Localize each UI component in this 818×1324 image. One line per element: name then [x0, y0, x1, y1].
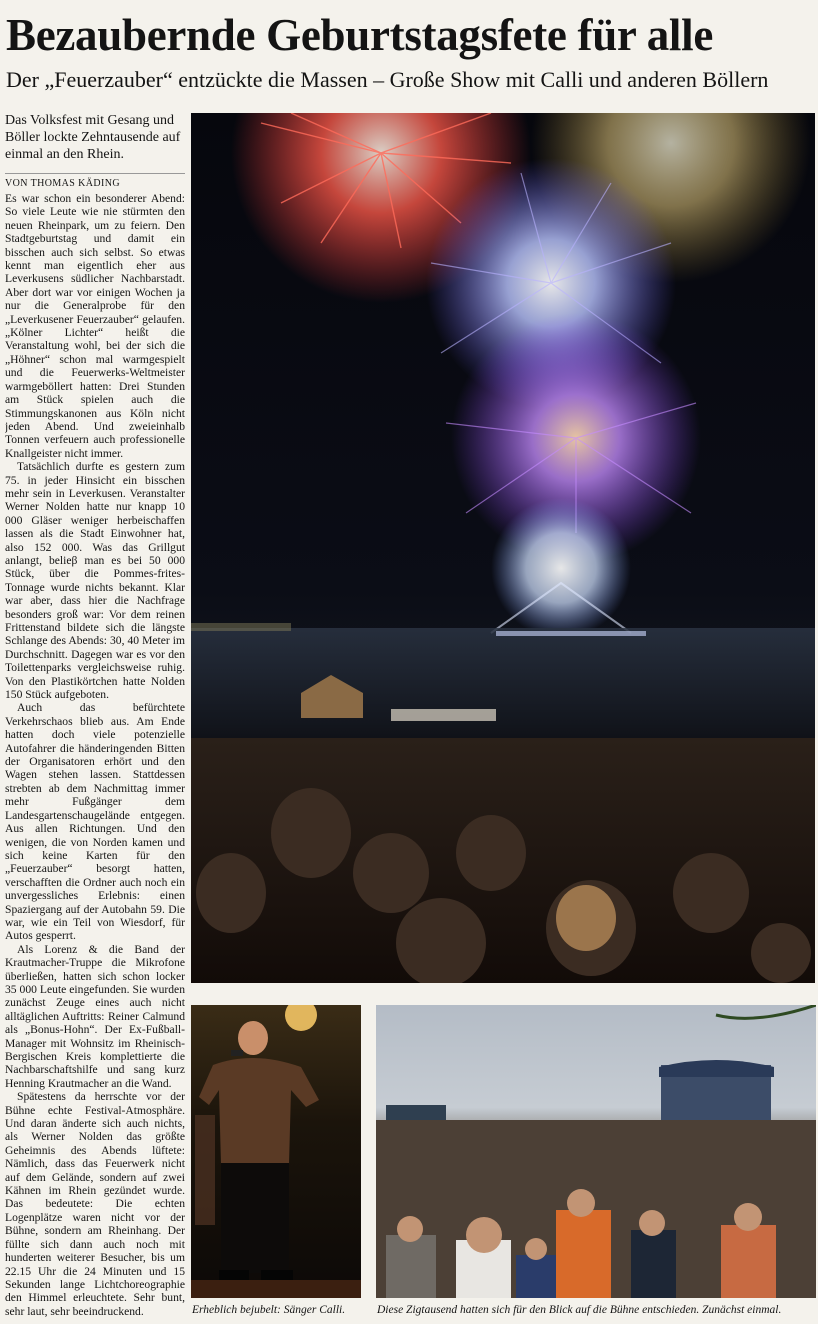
paragraph-1: Es war schon ein besonderer Abend: So viele Leute wie nie stürmten den neuen Rheinpark, um zu feiern. Den Stadtgeburtstag und damit ein bisschen auch sich selbst. So etwas kennt man eigentlich eher aus Leverkusens südlicher Nachbarstadt. Aber dort war vor einigen Wochen ja nur die Generalprobe für den „Leverkusener Feuerzauber“ gelaufen. „Kölner Lichter“ heißt die Veranstaltung wohl, bei der sich die „Höhner“ schon mal warmgespielt und die Feuerwerks-Weltmeister warmgeböllert hatten: Drei Stunden am Stück spielen auch die Stimmungskanonen aus Köln nicht jeden Abend. Und zweieinhalb Tonnen verfeuern auch professionelle Knallgeister nicht immer.: [5, 192, 185, 460]
fireworks-illustration: [191, 113, 815, 983]
lead-text: Das Volksfest mit Gesang und Böller lockte Zehntausende auf einmal an den Rhein.: [5, 113, 181, 162]
stage-floor: [191, 1280, 361, 1298]
fireworks-photo: [191, 113, 815, 983]
paragraph-5: Spätestens da herrschte vor der Bühne echte Festival-Atmosphäre. Und daran änderte sich auch nichts, als Werner Nolden das größte Geheimnis des Abends lüftete: Nämlich, dass das Feuerwerk nicht auf dem Gelände, sondern auf zwei Kähnen im Rhein gezündet wurde. Das bedeutete: Die echten Logenplätze waren nicht vor der Bühne, sondern am Rheinhang. Der füllte sich dann auch noch mit hunderten weiterer Besucher, bis um 22.15 Uhr die 24 Minuten und 15 Sekunden lange Lichtchoreographie den Himmel erleuchtete. Sehr bunt, sehr laut, sehr beeindruckend.: [5, 1090, 185, 1318]
shoe-right: [261, 1270, 293, 1280]
singer-shirt: [199, 1058, 319, 1165]
stage-roof: [659, 1060, 774, 1077]
singer-head: [238, 1021, 268, 1055]
singer-caption: Erheblich bejubelt: Sänger Calli.: [192, 1304, 346, 1316]
blonde-head: [556, 885, 616, 951]
paragraph-3: Auch das befürchtete Verkehrschaos blieb aus. Am Ende hatten doch viele potenzielle Autofahrer die händeringenden Bitten der Organisatoren erhört und den Wagen stehen lassen. Stattdessen strebten ab dem Nachmittag immer mehr Fußgänger dem Landesgartenschaugelände entgegen. Aus allen Richtungen. Und den wenigen, die von Norden kamen und sich keine Karten für den „Feuerzauber“ besorgt hatten, verschafften die Ordner auch noch ein unvergessliches Erlebnis: einen Spaziergang auf der Autobahn 59. Die war, wie ein Teil von Wiesdorf, für Autos gesperrt.: [5, 701, 185, 943]
article-body: [5, 192, 185, 1318]
stage-light: [285, 1005, 317, 1031]
article-column: [5, 112, 185, 1318]
far-shore-lights: [191, 623, 291, 631]
microphone: [231, 1050, 243, 1056]
crowd-photo: [376, 1005, 816, 1298]
singer-illustration: [191, 1005, 361, 1298]
singer-trousers: [221, 1163, 289, 1273]
subheadline: Der „Feuerzauber“ entzückte die Massen – Große Show mit Calli und anderen Böllern: [6, 67, 769, 92]
rhine-river: [191, 628, 815, 738]
crowd-caption: Diese Zigtausend hatten sich für den Blick auf die Bühne entschieden. Zunächst einmal.: [377, 1304, 782, 1316]
tree-branch: [716, 1005, 816, 1018]
shoe-left: [219, 1270, 249, 1280]
crowd-illustration: [376, 1005, 816, 1298]
boat: [391, 709, 496, 721]
headline: Bezaubernde Geburtstagsfete für alle: [6, 10, 714, 60]
singer-photo: [191, 1005, 361, 1298]
paragraph-4: Als Lorenz & die Band der Krautmacher-Truppe die Mikrofone überließen, hatten sich schon locker 35 000 Leute eingefunden. Sie wurden zunächst Zeuge eines auch nicht alltäglichen Auftritts: Reiner Calmund als „Bonus-Hohn“. Der Ex-Fußball-Manager mit Wohnsitz im Rheinisch-Bergischen Kreis komplettierte die Nachbarschaftshilfe und sang kurz Henning Krautmacher an die Wand.: [5, 942, 185, 1090]
stage-equipment: [195, 1115, 215, 1225]
barge-light: [496, 631, 646, 636]
paragraph-2: Tatsächlich durfte es gestern zum 75. in jeder Hinsicht ein bisschen mehr sein in Leverkusen. Veranstalter Werner Nolden hatte nur knapp 10 000 Gläser weniger herbeischaffen lassen als die Stadt Einwohner hat, also 152 000. Was das Grillgut anlangt, belieβ man es bei 50 000 Stück, über die Pommes-frites-Tonnage wurde nichts bekannt. Klar war aber, dass hier die Nachfrage besonders groß war: Vor dem reinen Frittenstand bildete sich die längste Schlange des Abends: 30, 40 Meter im Durchschnitt. Dagegen war es vor den Toilettenparks vergleichsweise ruhig. Von den Plastikörtchen hatte Nolden 150 Stück aufgeboten.: [5, 460, 185, 702]
byline: VON THOMAS KÄDING: [5, 173, 185, 189]
